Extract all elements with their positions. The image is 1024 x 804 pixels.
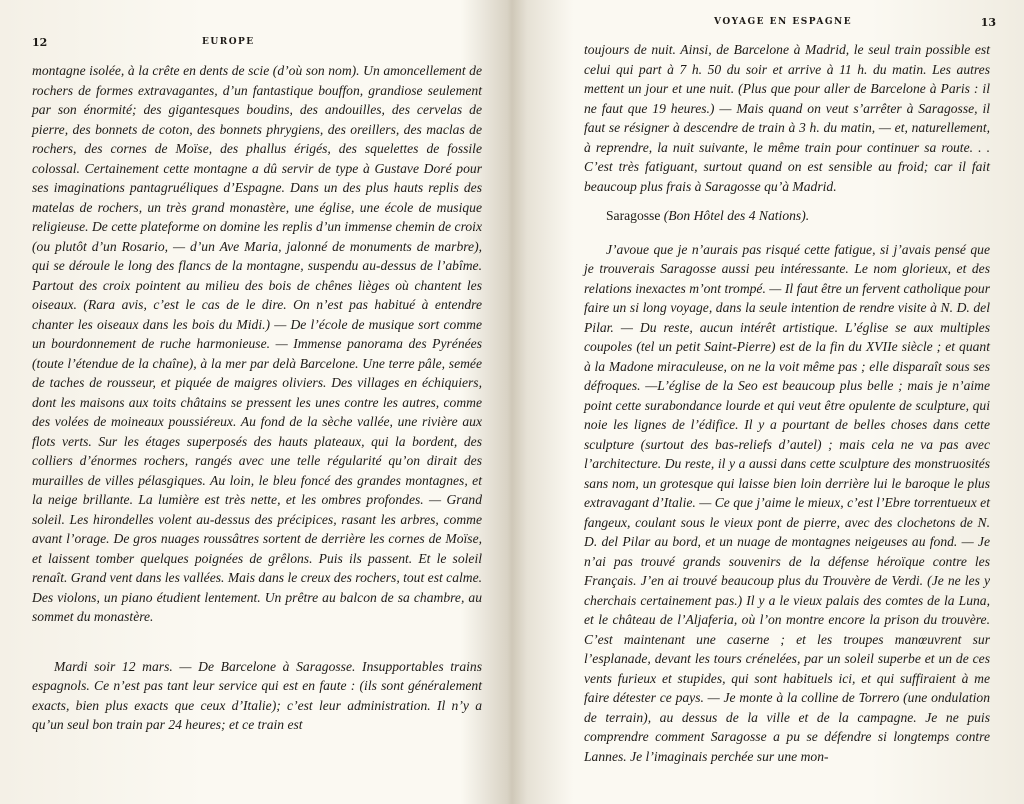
right-page: [512, 0, 1024, 804]
right-page-number: 13: [980, 16, 996, 29]
right-running-head: [584, 16, 996, 30]
left-paragraph-2: Mardi soir 12 mars. — De Barcelone à Saragosse. Insupportables trains espagnols. Ce n’est pas tant leur service qui est en faute : (ils sont généralement exacts, bien plus exacts que ceux d’Italie); c’est leur administration. Il n’y a qu’un seul bon train par 24 heures; et ce train est: [32, 658, 482, 732]
left-page: [0, 0, 500, 804]
left-running-title: EUROPE: [202, 37, 255, 47]
right-running-title: VOYAGE EN ESPAGNE: [714, 17, 853, 27]
left-paragraph-1: montagne isolée, à la crête en dents de scie (d’où son nom). Un amoncellement de rochers de formes extravagantes, d’un fantastique bouffon, grandiose seulement par son énormité; des gigantesques boudins, des andouilles, des cervelas de pierre, des bonnets de coton, des bonnets phrygiens, des oreillers, des maclas de rochers, des cornes de Moïse, des phallus érigés, des squelettes de fossile colossal. Certainement cette montagne a dû servir de type à Gustave Doré pour ses imaginations pantagruéliques d’Espagne. Dans un des plus hauts replis des matelas de rochers, un très grand monastère, une église, une école de musique religieuse. De cette plateforme on domine les replis d’un immense chemin de croix (ou plutôt d’un Rosario, — d’un Ave Maria, jalonné de monuments de marbre), qui se déroule le long des flancs de la montagne, suspendu au-dessus de l’abîme. Partout des croix pointent au milieu des bois de chênes lièges où chantent les oiseaux. (Rara avis, c’est le cas de le dire. On n’est pas habitué à entendre chanter les oiseaux dans les bois du Midi.) — De l’école de musique sort comme un bourdonnement de ruche harmonieuse. — Immense panorama des Pyrénées (toute l’étendue de la chaîne), à la mer par delà Barcelone. Une terre pâle, semée de taches de rousseur, et piquée de maigres oliviers. Des villages en échiquiers, dont les maisons aux toits châtains se pressent les unes contre les autres, comme des volées de moineaux poussiéreux. Au fond de la sèche vallée, une rivière aux flots verts. Sur les étages superposés des hauts plateaux, qui la bordent, des colliers d’énormes rochers, rangés avec une telle régularité qu’on dirait des murailles de villes pélasgiques. Au loin, le bleu foncé des grandes montagnes, et la neige brillante. La lumière est très nette, et les ombres profondes. — Grand soleil. Les hirondelles volent au-dessus des précipices, rasant les arbres, comme avant l’orage. De gros nuages roussâtres sortent de derrière les cornes de Moïse, et laissent tomber quelques poignées de grêlons. Puis ils passent. Et le soleil renaît. Grand vent dans les vallées. Mais dans le creux des rochers, tout est calme. Des violons, un piano étudient lentement. Un prêtre au balcon de sa chambre, au sommet du monastère.: [32, 63, 483, 624]
left-page-number: 12: [32, 36, 48, 49]
left-running-head: [32, 36, 482, 50]
place-heading: [584, 206, 990, 226]
place-heading-city: Saragosse: [606, 208, 661, 223]
right-paragraph-1: toujours de nuit. Ainsi, de Barcelone à Madrid, le seul train possible est celui qui part à 7 h. 50 du soir et arrive à 11 h. du matin. Les autres mettent un jour et une nuit. (Plus que pour aller de Barcelone à Paris : il ne faut que 19 heures.) — Mais quand on veut s’arrêter à Saragosse, il faut se résigner à descendre de train à 3 h. du matin, — et, naturellement, à reprendre, la nuit suivante, le même train pour continuer sa route. . . C’est très fatiguant, surtout quand on est sensible au froid; car il fait beaucoup plus frais à Saragosse qu’à Madrid.: [584, 42, 990, 194]
place-heading-hotel: (Bon Hôtel des 4 Nations).: [663, 208, 810, 223]
right-paragraph-2: J’avoue que je n’aurais pas risqué cette fatigue, si j’avais pensé que je trouverais Saragosse aussi peu intéressante. Le nom glorieux, et des relations inexactes m’ont trompé. — Il faut être un fervent catholique pour faire un si long voyage, dans la seule intention de rendre visite à N. D. del Pilar. — Du reste, aucun intérêt artistique. L’église se aux multiples coupoles (tel un petit Saint-Pierre) est de la fin du XVIIe siècle ; et quant à la Madone miraculeuse, on ne la voit même pas ; elle disparaît sous ses défroques. —L’église de la Seo est beaucoup plus belle ; mais je n’aime point cette surabondance lourde et qui veut être opulente de sculpture, qui noie les lignes de l’édifice. Il y a pourtant de belles choses dans cette sculpture (surtout des bas-reliefs d’autel) ; mais cela ne va pas avec l’architecture. Du reste, il y a aussi dans cette sculpture des monstruosités sans nom, un grotesque qui laisse bien loin derrière lui le baroque le plus extravagant d’Italie. — Ce que j’aime le mieux, c’est l’Ebre torrentueux et fangeux, coulant sous le vieux pont de pierre, avec des clochetons de N. D. del Pilar au bord, et un nuage de montagnes neigeuses au fond. — Je n’ai pas trouvé grands souvenirs de la défense héroïque contre les Français. J’en ai trouvé beaucoup plus du Trouvère de Verdi. (Je ne les y cherchais certainement pas.) Il y a le vieux palais des comtes de la Luna, et le château de l’Aljaferia, où l’on montre encore la prison du trouvère. C’est maintenant une caserne ; et les troupes manœuvrent sur l’esplanade, devant les tours crénelées, par un soleil superbe et un de ces vents furieux et stupides, qui sont habituels ici, et qui suffiraient à me faire détester ce pays. — Je monte à la colline de Torrero (une ondulation de terrain), au dessus de la ville et de la campagne. Je ne puis comprendre comment Saragosse a pu se défendre si longtemps contre Lannes. Je l’imaginais perchée sur une mon-: [584, 241, 990, 764]
